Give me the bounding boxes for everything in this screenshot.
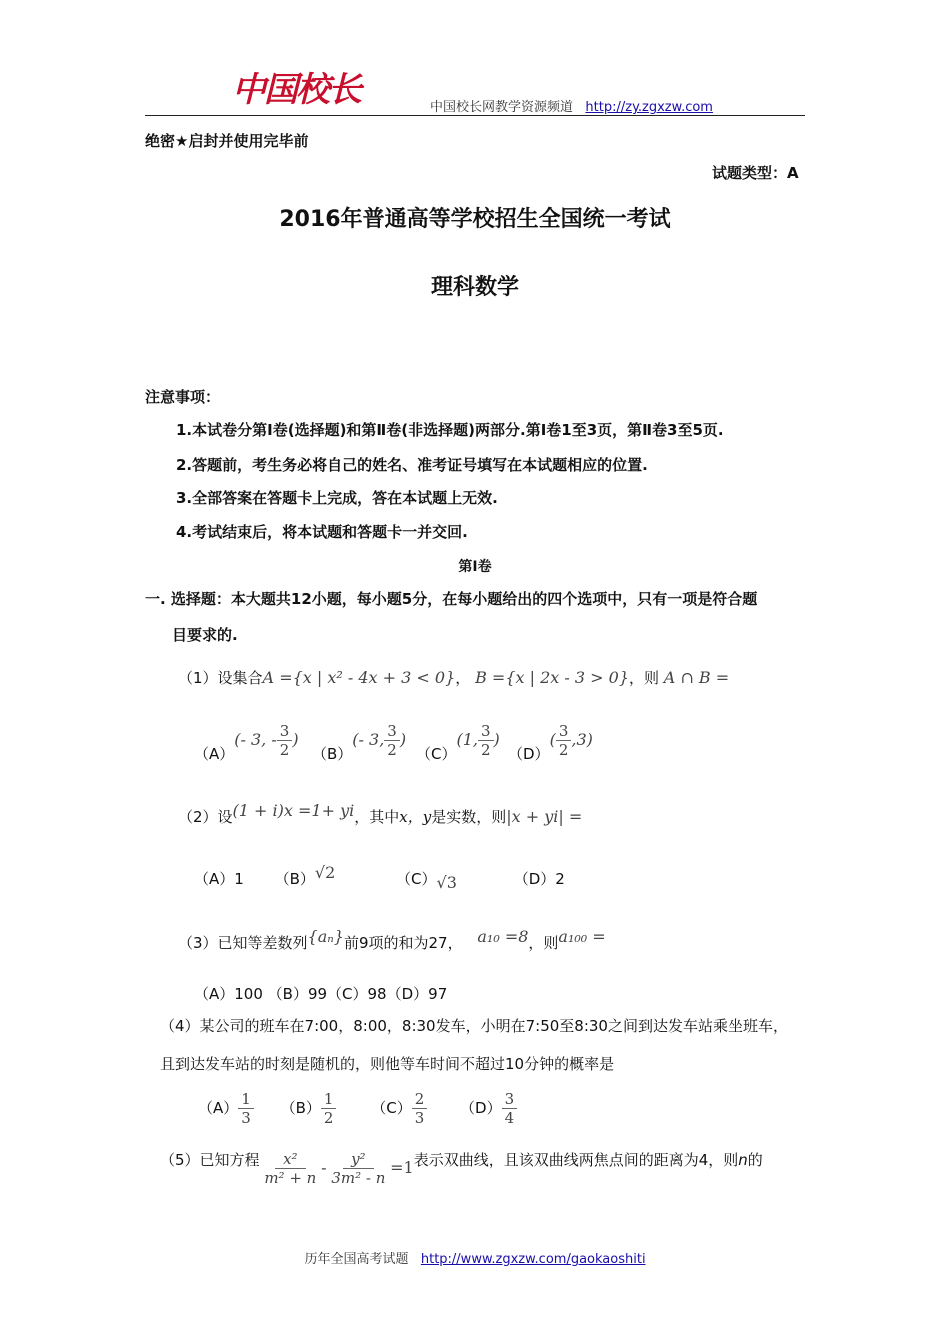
q2-option-a[interactable] [194,870,244,888]
notice-heading: 注意事项： [145,388,221,406]
logo: 中国校长 [232,70,360,110]
option-label: （D） [460,1099,502,1117]
option-label: （C） [371,1099,412,1117]
question-1 [178,667,729,688]
q3-prefix: （3）已知等差数列 [178,934,308,952]
fraction-num: 3 [478,722,494,741]
question-2 [178,801,583,827]
option-label: （A） [194,745,235,763]
q3-middle: 前9项的和为27， [343,934,463,952]
q3-ask: a₁₀₀ = [558,927,606,946]
fraction-den: m² + n [264,1169,317,1187]
q5-var: n [738,1151,748,1169]
q5-suffix: 表示双曲线，且该双曲线两焦点间的距离为4，则 [413,1151,739,1169]
q5-fraction-2 [331,1150,385,1187]
site-link[interactable]: http://zy.zgxzw.com [585,100,713,115]
option-tail: ,3) [571,730,593,749]
fraction-num: 1 [238,1090,254,1109]
q3-suffix: ，则 [528,934,559,952]
q5-prefix: （5）已知方程 [160,1151,260,1169]
q2-middle: ，其中 [354,808,400,826]
q4-option-a[interactable] [198,1090,254,1127]
q2-vars: x，y [399,808,432,826]
fraction-den: 2 [279,741,290,759]
fraction [238,1090,254,1127]
question-4-line2: 且到达发车站的时刻是随机的，则他等车时间不超过10分钟的概率是 [160,1055,615,1073]
fraction [277,722,293,759]
section-instruction-cont: 目要求的. [172,626,238,644]
q2-equation: (1 + i)x =1+ yi [232,801,355,820]
fraction [502,1090,518,1127]
fraction [412,1090,428,1127]
footer-link[interactable]: http://www.zgxzw.com/gaokaoshiti [420,1252,646,1267]
q1-option-b[interactable] [312,722,407,763]
q5-fraction-1 [264,1150,316,1187]
q4-option-c[interactable] [371,1090,427,1127]
notice-item: 1.本试卷分第Ⅰ卷(选择题)和第Ⅱ卷(非选择题)两部分.第Ⅰ卷1至3页，第Ⅱ卷3至5页. [176,421,724,439]
site-name: 中国校长网教学资源频道 [430,100,574,115]
section-instruction: 一. 选择题：本大题共12小题，每小题5分，在每小题给出的四个选项中，只有一项是符合题 [145,590,758,608]
option-label: （C） [396,870,437,888]
q1-option-d[interactable] [508,722,593,763]
option-label: （B） [280,1099,321,1117]
exam-type: 试题类型：A [712,164,799,182]
fraction-num: y² [343,1150,374,1169]
fraction [478,722,494,759]
fraction-den: 2 [387,741,397,759]
fraction-den: 3m² - n [331,1169,386,1187]
footer [0,1248,950,1267]
q2-options [194,863,565,892]
page-title: 2016年普通高等学校招生全国统一考试 [279,207,671,232]
q4-option-b[interactable] [280,1090,337,1127]
option-label: （D） [513,870,556,888]
option-value: √2 [314,863,336,882]
header-text [430,96,713,115]
fraction-num: 1 [321,1090,337,1109]
fraction-num: 2 [412,1090,428,1109]
option-tail: ) [493,730,500,749]
q2-option-c[interactable] [396,870,457,892]
q1-ask: A ∩ B = [663,668,730,687]
q3-condition: a₁₀ =8 [477,927,529,946]
fraction-den: 3 [414,1109,425,1127]
option-label: （A） [198,1099,239,1117]
fraction-num: 3 [556,722,572,741]
q1-option-a[interactable] [194,722,299,763]
option-lead: (- 3, [352,730,385,749]
option-value: 1 [234,870,244,888]
q4-options [198,1090,517,1127]
volume-title: 第Ⅰ卷 [458,559,492,575]
option-label: （B） [312,745,353,763]
fraction-den: 2 [323,1109,334,1127]
question-3 [178,927,606,953]
option-tail: ) [292,730,299,749]
option-label: （A） [194,870,235,888]
secret-note: 绝密★启封并使用完毕前 [145,132,309,150]
fraction [556,722,572,759]
option-tail: ) [399,730,407,749]
option-label: （D） [508,745,550,763]
notice-item: 2.答题前，考生务必将自己的姓名、准考证号填写在本试题相应的位置. [176,456,648,474]
q3-options: （A）100 （B）99（C）98（D）97 [194,985,448,1003]
q2-prefix: （2）设 [178,808,233,826]
option-value: √3 [436,873,457,892]
q2-option-b[interactable] [274,863,336,888]
fraction-num: 3 [277,722,293,741]
q2-ask: |x + yi| = [506,807,583,826]
q1-suffix: ，则 [629,669,660,687]
notice-item: 3.全部答案在答题卡上完成，答在本试题上无效. [176,489,498,507]
q3-sequence: {aₙ} [307,927,344,946]
header-divider [145,115,805,116]
q2-option-d[interactable] [514,870,565,888]
option-lead: (- 3, - [234,730,277,749]
question-5 [160,1150,763,1187]
page-subtitle: 理科数学 [430,275,519,300]
q5-equals: =1 [390,1158,414,1177]
q1-set-b: B ={x | 2x - 3 > 0} [475,668,629,687]
fraction-num: 3 [502,1090,518,1109]
question-4-line1: （4）某公司的班车在7:00，8:00，8:30发车，小明在7:50至8:30之间到达发车站乘坐班车， [160,1017,788,1035]
fraction [321,1090,337,1127]
fraction-den: 3 [241,1109,251,1127]
fraction-num: 3 [384,722,400,741]
q1-option-c[interactable] [416,722,500,763]
fraction-den: 4 [504,1109,515,1127]
q1-comma: ， [455,669,471,687]
q1-prefix: （1）设集合 [178,669,263,687]
footer-text: 历年全国高考试题 [304,1252,409,1267]
option-label: （C） [416,745,457,763]
option-lead: ( [549,730,556,749]
q5-suffix2: 的 [747,1151,763,1169]
fraction-den: 2 [558,741,569,759]
option-label: （B） [274,870,315,888]
option-value: 2 [555,870,565,888]
q5-minus: - [321,1158,327,1177]
fraction-den: 2 [481,741,491,759]
fraction [384,722,400,759]
q4-option-d[interactable] [460,1090,517,1127]
notice-item: 4.考试结束后，将本试题和答题卡一并交回. [176,523,468,541]
q1-set-a: A ={x | x² - 4x + 3 < 0} [262,668,456,687]
q2-middle2: 是实数，则 [431,808,507,826]
fraction-num: x² [275,1150,305,1169]
option-lead: (1, [456,730,478,749]
